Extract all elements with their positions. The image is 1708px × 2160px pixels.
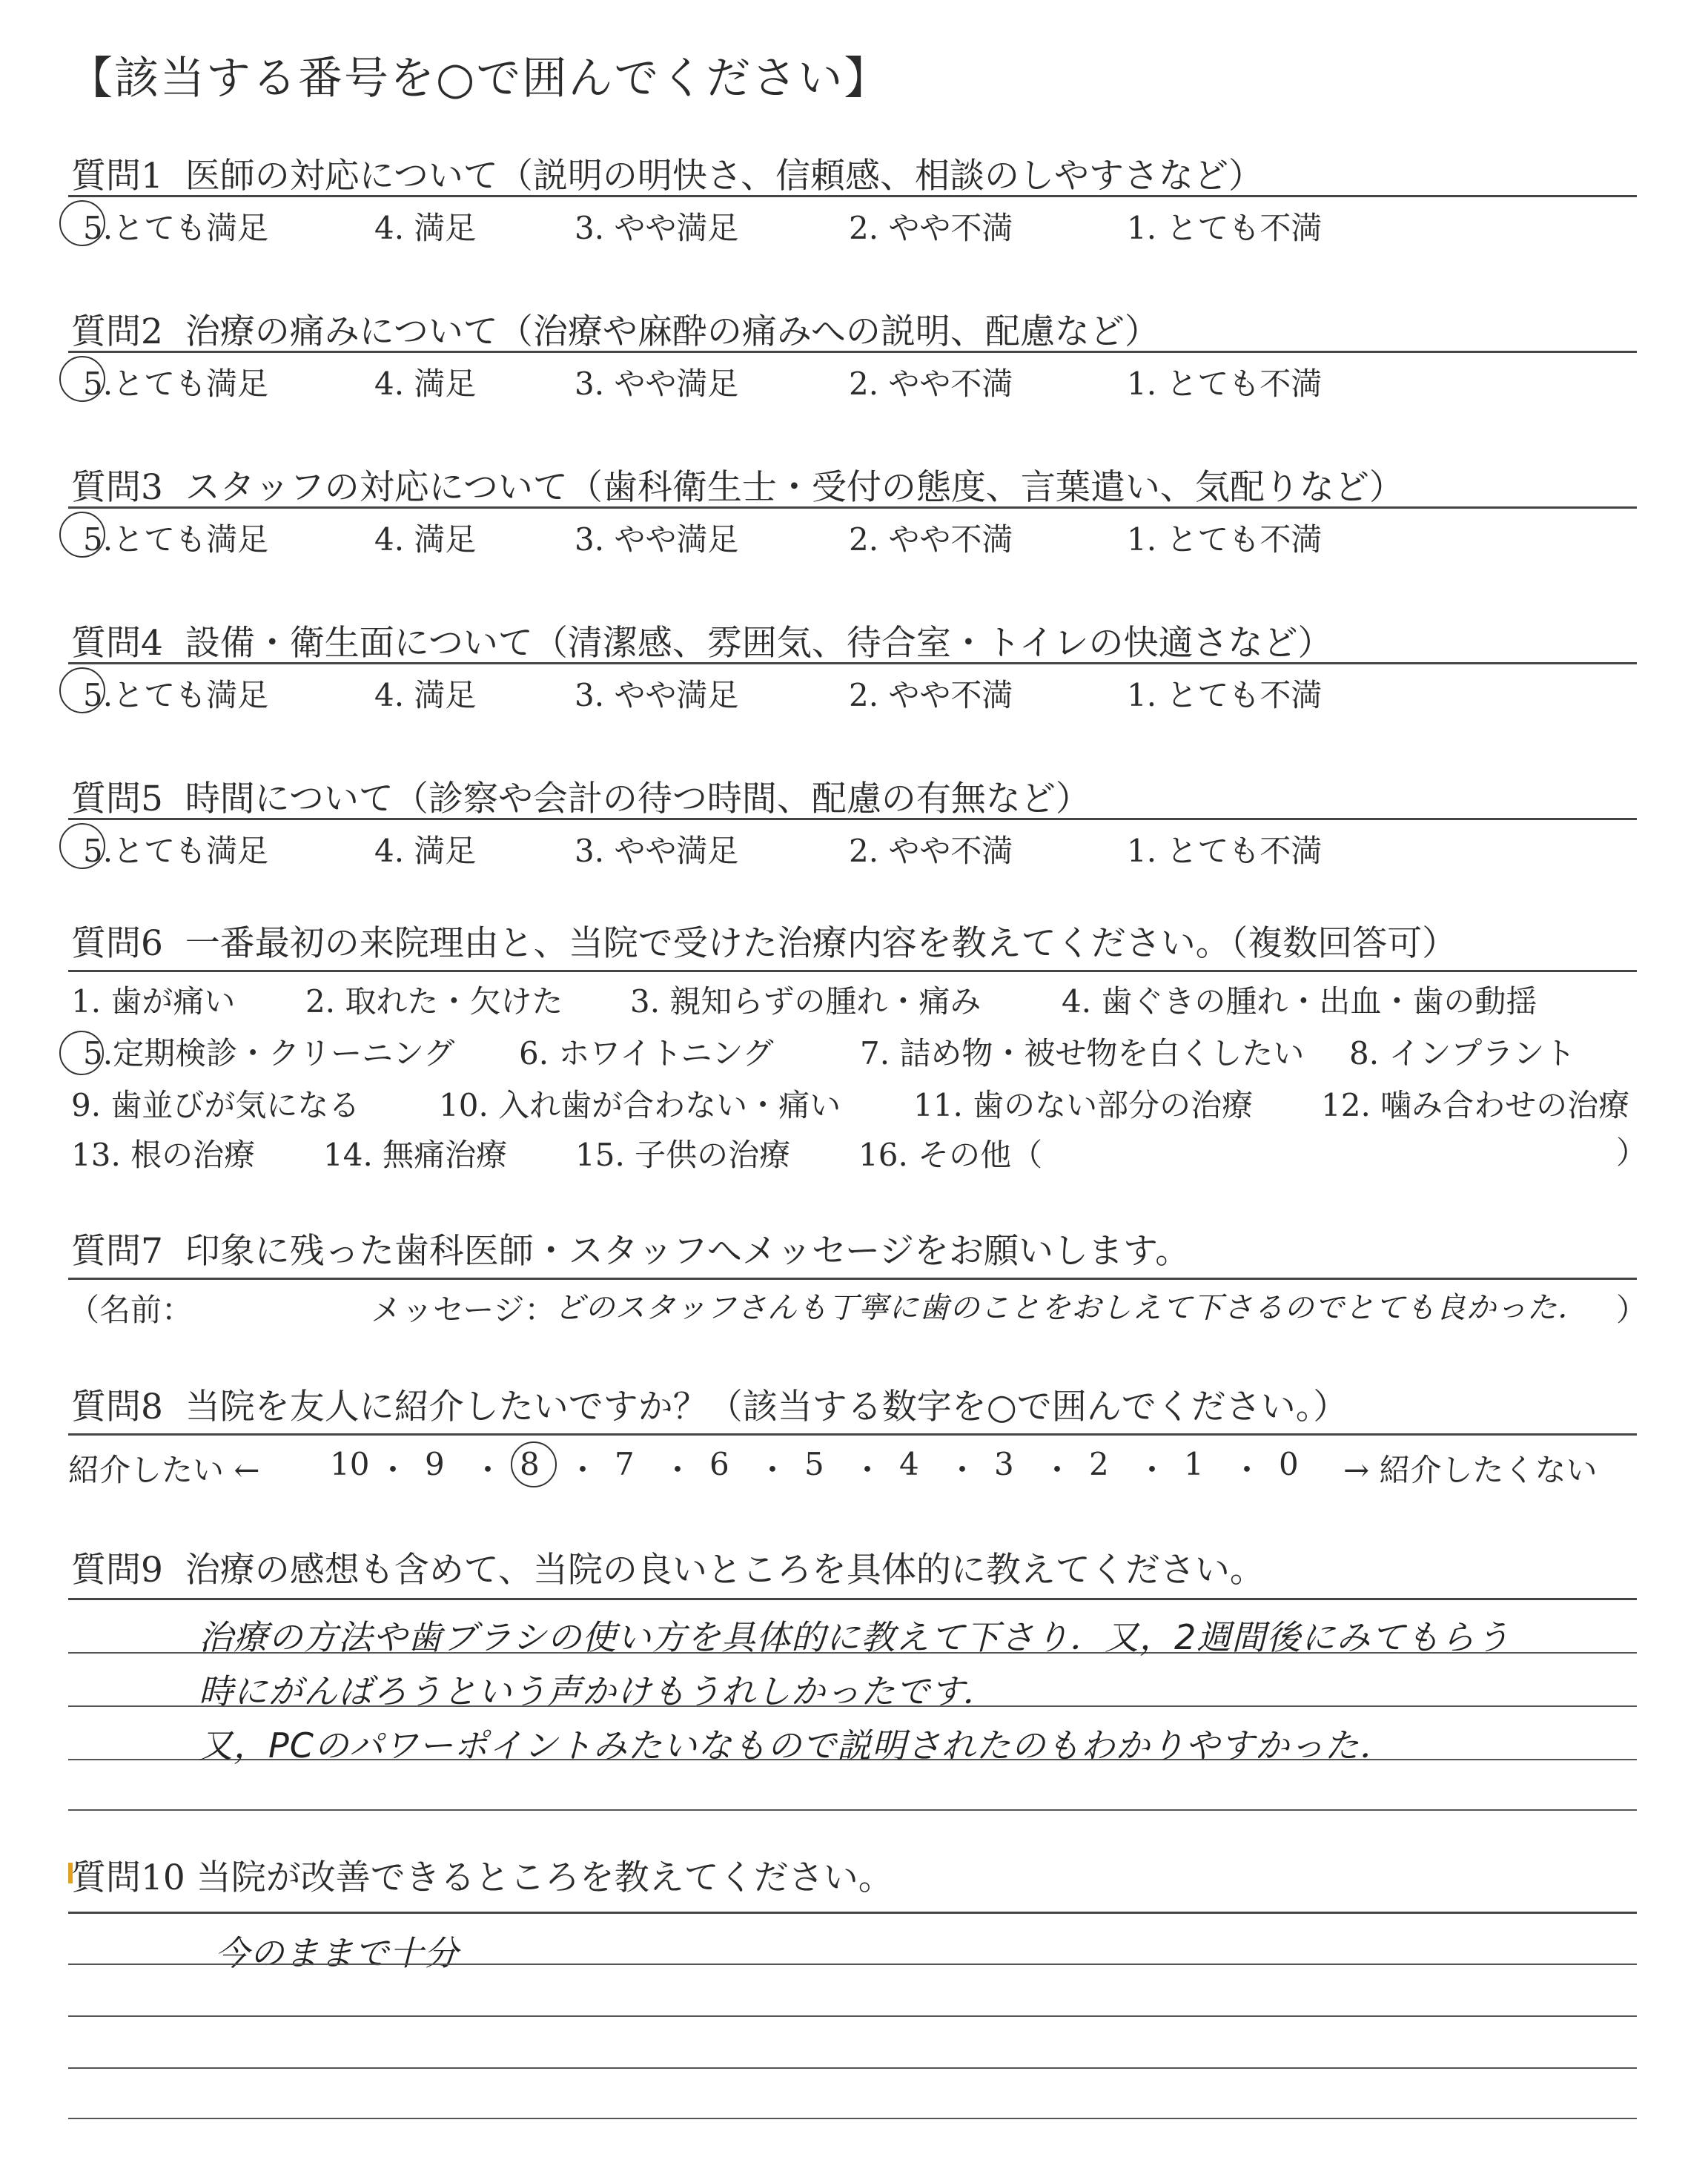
q6-label: 質問6 xyxy=(71,923,163,964)
q6-option[interactable]: 6. ホワイトニング xyxy=(519,1035,774,1071)
q6-option[interactable]: 15. 子供の治療 xyxy=(575,1137,791,1173)
q10-heading xyxy=(71,1850,893,1900)
q9-answer-3: 又，PCのパワーポイントみたいなもので説明されたのもわかりやすかった． xyxy=(199,1725,1394,1766)
rating-option[interactable]: 2. やや不満 xyxy=(849,677,1013,713)
question-label: 質問2 xyxy=(71,311,163,352)
q8-rule xyxy=(68,1433,1637,1436)
q10-answer-1: 今のままで十分 xyxy=(215,1933,459,1973)
selection-circle xyxy=(59,512,105,558)
q8-number[interactable]: 2 xyxy=(1089,1446,1109,1482)
rating-option[interactable]: 3. やや満足 xyxy=(575,677,739,713)
q8-number[interactable]: 10 xyxy=(330,1446,370,1482)
rating-option[interactable]: 4. 満足 xyxy=(374,833,477,869)
question-heading xyxy=(71,148,1263,198)
q8-number[interactable]: 9 xyxy=(425,1446,445,1482)
selection-circle xyxy=(59,356,105,402)
q8-number[interactable]: 0 xyxy=(1279,1446,1299,1482)
question-label: 質問5 xyxy=(71,779,163,819)
q8-selection-circle xyxy=(511,1441,557,1487)
q6-close-paren: ） xyxy=(1616,1135,1648,1171)
q6-option[interactable]: 2. 取れた・欠けた xyxy=(305,983,563,1020)
q9-heading xyxy=(71,1542,1265,1592)
q10-rule xyxy=(68,1912,1637,1914)
selection-circle xyxy=(59,200,105,246)
rating-option[interactable]: 4. 満足 xyxy=(374,210,477,246)
q8-separator: ・ xyxy=(567,1452,599,1488)
q6-text: 一番最初の来院理由と、当院で受けた治療内容を教えてください。（複数回答可） xyxy=(185,923,1457,964)
rating-option[interactable]: 1. とても不満 xyxy=(1127,833,1323,869)
q6-option[interactable]: 3. 親知らずの腫れ・痛み xyxy=(630,983,982,1020)
q6-option[interactable]: 7. 詰め物・被せ物を白くしたい xyxy=(860,1035,1305,1071)
question-text: 治療の痛みについて（治療や麻酔の痛みへの説明、配慮など） xyxy=(185,311,1159,352)
question-label: 質問3 xyxy=(71,467,163,508)
rating-option[interactable]: 5.とても満足 xyxy=(83,677,269,713)
q7-close-paren: ） xyxy=(1616,1292,1648,1328)
q6-rule xyxy=(68,970,1637,972)
q10-text: 当院が改善できるところを教えてください。 xyxy=(196,1857,893,1898)
q10-answer-line xyxy=(68,2015,1637,2017)
q7-message-label: メッセージ： xyxy=(371,1292,556,1328)
q6-option[interactable]: 13. 根の治療 xyxy=(71,1137,256,1173)
q10-answer-line xyxy=(68,2118,1637,2119)
q8-separator: ・ xyxy=(947,1452,979,1488)
question-heading xyxy=(71,771,1090,821)
q8-number[interactable]: 4 xyxy=(899,1446,919,1482)
rating-option[interactable]: 5.とても満足 xyxy=(83,210,269,246)
question-rule xyxy=(68,195,1637,197)
rating-option[interactable]: 2. やや不満 xyxy=(849,210,1013,246)
q8-number[interactable]: 1 xyxy=(1184,1446,1204,1482)
q8-number[interactable]: 6 xyxy=(709,1446,729,1482)
q8-label: 質問8 xyxy=(71,1387,163,1427)
selection-circle xyxy=(59,667,105,713)
question-text: 時間について（診察や会計の待つ時間、配慮の有無など） xyxy=(185,779,1090,819)
question-heading xyxy=(71,615,1333,665)
q7-name-label: （名前： xyxy=(68,1292,193,1328)
question-text: 医師の対応について（説明の明快さ、信頼感、相談のしやすさなど） xyxy=(185,156,1263,196)
q7-label: 質問7 xyxy=(71,1231,163,1272)
question-text: 設備・衛生面について（清潔感、雰囲気、待合室・トイレの快適さなど） xyxy=(185,623,1333,664)
q8-separator: ・ xyxy=(757,1452,789,1488)
q8-number[interactable]: 8 xyxy=(520,1446,540,1482)
q7-message: どのスタッフさんも丁寧に歯のことをおしえて下さるのでとても良かった． xyxy=(555,1291,1588,1325)
q10-answer-line xyxy=(68,2067,1637,2069)
q6-option[interactable]: 11. 歯のない部分の治療 xyxy=(913,1087,1254,1123)
rating-option[interactable]: 4. 満足 xyxy=(374,677,477,713)
q8-text: 当院を友人に紹介したいですか？（該当する数字を○で囲んでください。） xyxy=(185,1387,1348,1427)
question-heading xyxy=(71,304,1159,354)
q8-number[interactable]: 7 xyxy=(615,1446,635,1482)
rating-option[interactable]: 5.とても満足 xyxy=(83,366,269,402)
question-heading xyxy=(71,460,1404,509)
q9-rule xyxy=(68,1598,1637,1600)
rating-option[interactable]: 4. 満足 xyxy=(374,521,477,558)
q8-left-label: 紹介したい ← xyxy=(68,1452,260,1488)
rating-option[interactable]: 1. とても不満 xyxy=(1127,366,1323,402)
q8-separator: ・ xyxy=(1042,1452,1073,1488)
rating-option[interactable]: 3. やや満足 xyxy=(575,210,739,246)
q10-answer-line xyxy=(68,1964,1637,1965)
rating-option[interactable]: 3. やや満足 xyxy=(575,521,739,558)
rating-option[interactable]: 4. 満足 xyxy=(374,366,477,402)
q6-option[interactable]: 4. 歯ぐきの腫れ・出血・歯の動揺 xyxy=(1062,983,1537,1020)
q8-separator: ・ xyxy=(472,1452,504,1488)
q6-option[interactable]: 16. その他（ xyxy=(858,1137,1043,1173)
rating-option[interactable]: 1. とても不満 xyxy=(1127,210,1323,246)
q6-option[interactable]: 14. 無痛治療 xyxy=(323,1137,508,1173)
q7-rule xyxy=(68,1278,1637,1280)
q6-option[interactable]: 1. 歯が痛い xyxy=(71,983,236,1020)
q8-separator: ・ xyxy=(1231,1452,1263,1488)
q7-text: 印象に残った歯科医師・スタッフへメッセージをお願いします。 xyxy=(185,1231,1191,1272)
q6-option[interactable]: 8. インプラント xyxy=(1349,1035,1576,1071)
page-title: 【該当する番号を○で囲んでください】 xyxy=(68,53,890,105)
question-rule xyxy=(68,662,1637,664)
rating-option[interactable]: 2. やや不満 xyxy=(849,366,1013,402)
question-rule xyxy=(68,506,1637,509)
question-rule xyxy=(68,818,1637,820)
rating-option[interactable]: 2. やや不満 xyxy=(849,833,1013,869)
q8-number[interactable]: 3 xyxy=(994,1446,1014,1482)
q6-option[interactable]: 9. 歯並びが気になる xyxy=(71,1087,360,1123)
rating-option[interactable]: 5.とても満足 xyxy=(83,833,269,869)
q6-heading xyxy=(71,916,1457,965)
rating-option[interactable]: 5.とても満足 xyxy=(83,521,269,558)
selection-circle xyxy=(59,823,105,869)
q6-option[interactable]: 12. 噛み合わせの治療 xyxy=(1321,1087,1630,1123)
q7-heading xyxy=(71,1223,1190,1273)
q9-answer-1: 治療の方法や歯ブラシの使い方を具体的に教えて下さり．又，2週間後にみてもらう xyxy=(199,1617,1511,1657)
question-rule xyxy=(68,351,1637,353)
q6-option[interactable]: 10. 入れ歯が合わない・痛い xyxy=(439,1087,841,1123)
question-label: 質問4 xyxy=(71,623,163,664)
q6-selection-circle xyxy=(59,1031,104,1075)
q8-separator: ・ xyxy=(1136,1452,1168,1488)
question-text: スタッフの対応について（歯科衛生士・受付の態度、言葉遣い、気配りなど） xyxy=(185,467,1404,508)
question-label: 質問1 xyxy=(71,156,163,196)
q8-separator: ・ xyxy=(377,1452,409,1488)
q10-label: 質問10 xyxy=(71,1857,185,1898)
q6-option[interactable]: 5.定期検診・クリーニング xyxy=(83,1035,455,1071)
q8-heading xyxy=(71,1379,1348,1429)
q8-separator: ・ xyxy=(662,1452,694,1488)
q9-label: 質問9 xyxy=(71,1550,163,1591)
rating-option[interactable]: 3. やや満足 xyxy=(575,833,739,869)
q9-answer-line xyxy=(68,1809,1637,1811)
q9-answer-2: 時にがんばろうという声かけもうれしかったです． xyxy=(199,1671,998,1711)
q8-separator: ・ xyxy=(852,1452,884,1488)
rating-option[interactable]: 3. やや満足 xyxy=(575,366,739,402)
q8-number[interactable]: 5 xyxy=(804,1446,824,1482)
q8-right-label: → 紹介したくない xyxy=(1343,1452,1598,1488)
q9-text: 治療の感想も含めて、当院の良いところを具体的に教えてください。 xyxy=(185,1550,1265,1591)
rating-option[interactable]: 1. とても不満 xyxy=(1127,521,1323,558)
rating-option[interactable]: 1. とても不満 xyxy=(1127,677,1323,713)
rating-option[interactable]: 2. やや不満 xyxy=(849,521,1013,558)
